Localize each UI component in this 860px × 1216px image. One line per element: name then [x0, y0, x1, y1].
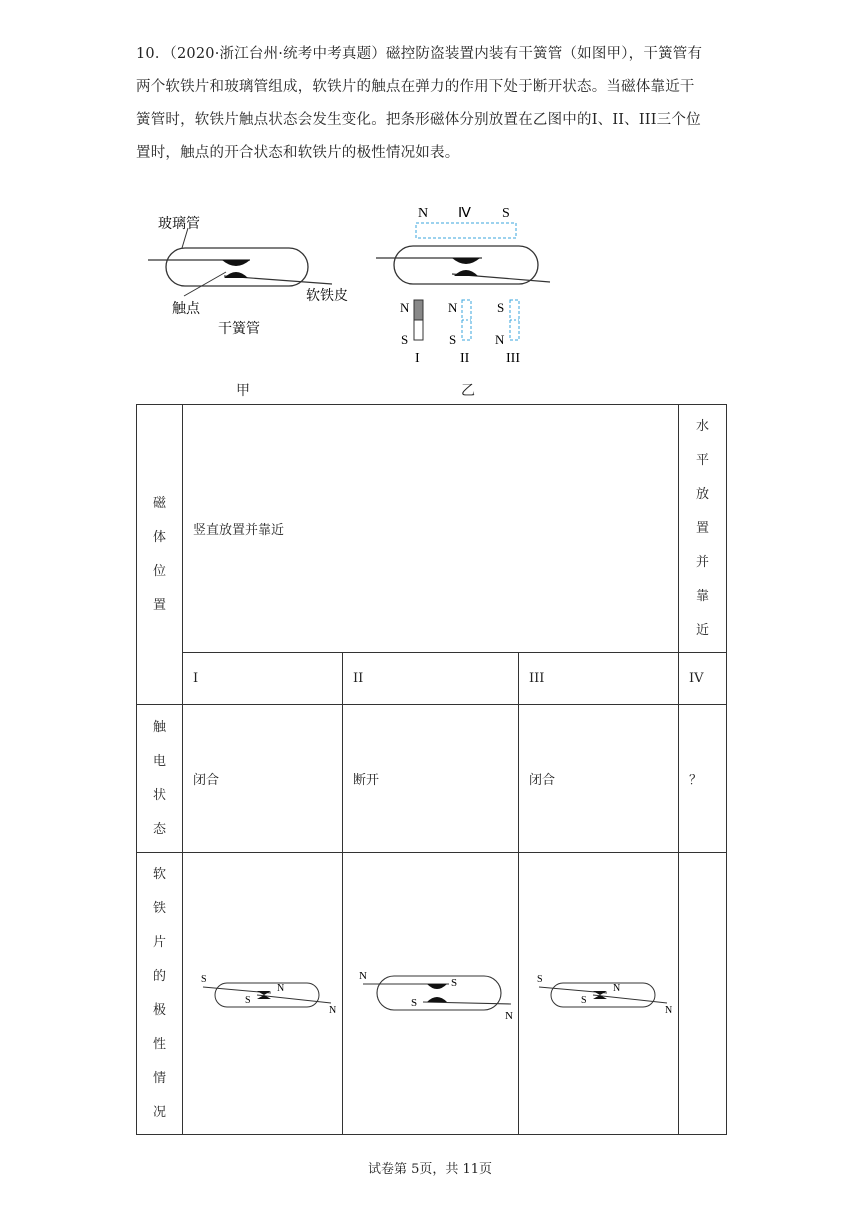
header-polarity: 软铁片的极性情况 [137, 853, 183, 1135]
pointer-glass [182, 228, 188, 248]
pole-label: S [411, 996, 418, 1009]
contact-upper [222, 260, 250, 266]
figure-jia-diagram [136, 200, 396, 350]
contact-lower [427, 997, 447, 1002]
pole-label: S [451, 976, 458, 989]
state-iv-cell: ？ [679, 705, 727, 853]
polarity-i-cell [183, 853, 343, 1135]
question-line: 两个软铁片和玻璃管组成，软铁片的触点在弹力的作用下处于断开状态。当磁体靠近干 [136, 79, 695, 95]
polarity-iv-cell [679, 853, 727, 1135]
figure-yi-diagram [366, 200, 626, 370]
pos-iii-cell: III [519, 653, 679, 705]
pole-label: N [329, 1004, 337, 1016]
label-glass: 玻璃管 [158, 215, 200, 231]
glass-tube [551, 983, 655, 1007]
polarity-iii-cell [519, 853, 679, 1135]
pole-label: N [359, 969, 367, 982]
pole-label: S [581, 994, 587, 1006]
pos-iv-cell: IV [679, 653, 727, 705]
pos-i-cell: I [183, 653, 343, 705]
glass-tube [394, 246, 538, 284]
caption-yi: 乙 [461, 383, 475, 399]
question-line: 置时，触点的开合状态和软铁片的极性情况如表。 [136, 145, 460, 161]
pole-label: N [505, 1009, 513, 1022]
contact-upper [452, 258, 480, 264]
pos3-label: III [506, 351, 520, 366]
figures [136, 200, 726, 404]
pos3-bottom-label: N [495, 332, 505, 347]
state-i-cell: 闭合 [183, 705, 343, 853]
pos1-bottom-label: S [401, 332, 409, 347]
pointer-contact [184, 272, 226, 296]
pos2-top-label: N [448, 300, 458, 315]
pole-label: N [665, 1004, 673, 1016]
question-line: 簧管时，软铁片触点状态会发生变化。把条形磁体分别放置在乙图中的I、II、III三个位 [136, 112, 701, 128]
glass-tube [215, 983, 319, 1007]
polarity-ii-cell [343, 853, 519, 1135]
state-iii-cell: 闭合 [519, 705, 679, 853]
pos3-top-label: S [497, 300, 505, 315]
label-reed: 干簧管 [218, 320, 260, 336]
horizontal-placement-cell: 水平放置并靠近 [679, 405, 727, 653]
pole-label: S [201, 973, 207, 985]
label-iron: 软铁皮 [306, 287, 348, 303]
state-ii-cell: 断开 [343, 705, 519, 853]
pos2-bottom-label: S [449, 332, 457, 347]
pole-label: N [613, 982, 621, 994]
contact-upper [427, 984, 447, 989]
header-contact-state: 触电状态 [137, 705, 183, 853]
contact-lower [454, 270, 478, 276]
pole-label: S [245, 994, 251, 1006]
pos1-top-label: N [400, 300, 410, 315]
magnet-i-south [414, 320, 423, 340]
label-top-s: S [502, 206, 510, 221]
question-text [136, 38, 726, 170]
polarity-i-diagram [193, 969, 343, 1019]
page-footer: 试卷第 5页，共 11页 [367, 1162, 493, 1177]
magnet-i-north [414, 300, 423, 320]
magnet-position-iv [416, 223, 516, 238]
polarity-iii-diagram [529, 969, 679, 1019]
caption-jia: 甲 [236, 383, 250, 399]
vertical-placement-cell: 竖直放置并靠近 [183, 405, 679, 653]
data-table [136, 404, 727, 1135]
label-contact: 触点 [172, 300, 200, 316]
pole-label: N [277, 982, 285, 994]
pole-label: S [537, 973, 543, 985]
glass-tube [377, 976, 501, 1010]
header-magnet-position: 磁体位置 [137, 405, 183, 705]
label-top-n: N [418, 206, 429, 221]
pos1-label: I [415, 351, 420, 366]
pos-ii-cell: II [343, 653, 519, 705]
contact-lower [224, 272, 248, 278]
label-top-iv: Ⅳ [458, 206, 471, 221]
question-line: 10．（2020·浙江台州·统考中考真题）磁控防盗装置内装有干簧管（如图甲），干簧管有 [136, 46, 703, 62]
pos2-label: II [460, 351, 470, 366]
polarity-ii-diagram [353, 964, 523, 1024]
